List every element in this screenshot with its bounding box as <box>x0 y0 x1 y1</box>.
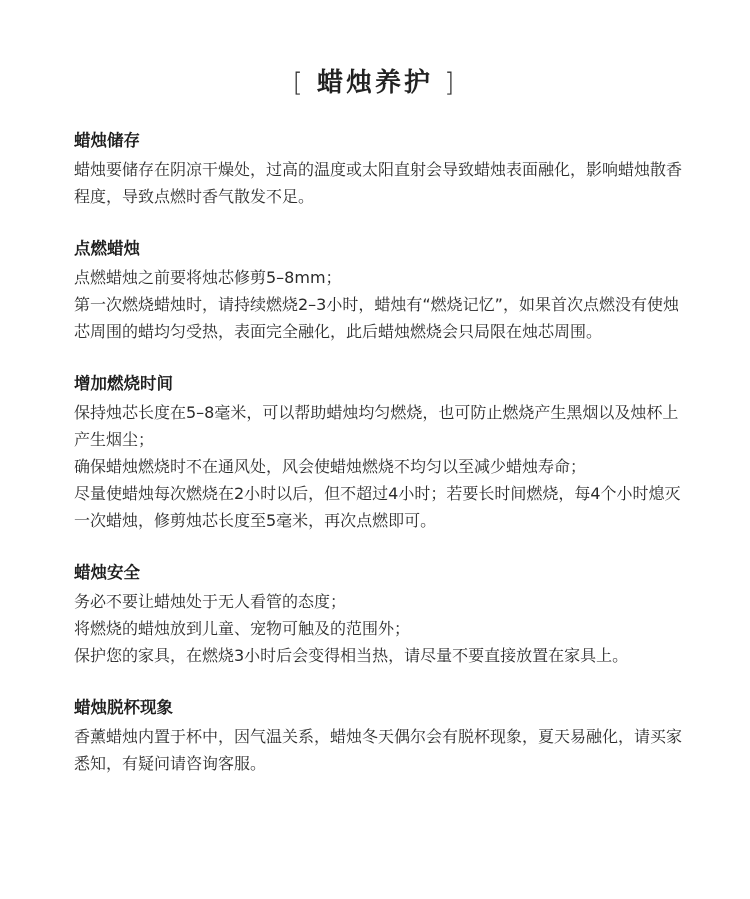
section-paragraph: 保护您的家具，在燃烧3小时后会变得相当热，请尽量不要直接放置在家具上。 <box>74 646 629 665</box>
section-lighting <box>74 236 684 345</box>
section-storage <box>74 128 684 210</box>
section-heading: 蜡烛脱杯现象 <box>74 698 173 717</box>
section-paragraph: 香薰蜡烛内置于杯中，因气温关系，蜡烛冬天偶尔会有脱杯现象，夏天易融化，请买家悉知，有疑问请咨询客服。 <box>74 727 683 773</box>
section-paragraph: 点燃蜡烛之前要将烛芯修剪5–8mm； <box>74 268 342 287</box>
title-close-bracket: ] <box>444 68 458 98</box>
section-paragraph: 蜡烛要储存在阴凉干燥处，过高的温度或太阳直射会导致蜡烛表面融化，影响蜡烛散香程度，导致点燃时香气散发不足。 <box>74 160 683 206</box>
section-paragraph: 将燃烧的蜡烛放到儿童、宠物可触及的范围外； <box>74 619 411 638</box>
section-heading: 点燃蜡烛 <box>74 239 140 258</box>
section-paragraph: 务必不要让蜡烛处于无人看管的态度； <box>74 592 347 611</box>
section-safety <box>74 560 684 669</box>
title-open-bracket: [ <box>292 68 306 98</box>
care-content <box>74 128 684 803</box>
section-cup-separation <box>74 695 684 777</box>
section-burn-time <box>74 371 684 534</box>
section-heading: 蜡烛安全 <box>74 563 140 582</box>
section-heading: 蜡烛储存 <box>74 131 140 150</box>
page-title <box>0 62 750 99</box>
title-text: 蜡烛养护 <box>316 68 433 98</box>
section-paragraph: 确保蜡烛燃烧时不在通风处，风会使蜡烛燃烧不均匀以至减少蜡烛寿命； <box>74 457 587 476</box>
section-paragraph: 尽量使蜡烛每次燃烧在2小时以后，但不超过4小时；若要长时间燃烧，每4个小时熄灭一次蜡烛，修剪烛芯长度至5毫米，再次点燃即可。 <box>74 484 681 530</box>
section-paragraph: 第一次燃烧蜡烛时，请持续燃烧2–3小时，蜡烛有“燃烧记忆”，如果首次点燃没有使烛芯周围的蜡均匀受热，表面完全融化，此后蜡烛燃烧会只局限在烛芯周围。 <box>74 295 679 341</box>
section-paragraph: 保持烛芯长度在5–8毫米，可以帮助蜡烛均匀燃烧，也可防止燃烧产生黑烟以及烛杯上产生烟尘； <box>74 403 679 449</box>
section-heading: 增加燃烧时间 <box>74 374 173 393</box>
